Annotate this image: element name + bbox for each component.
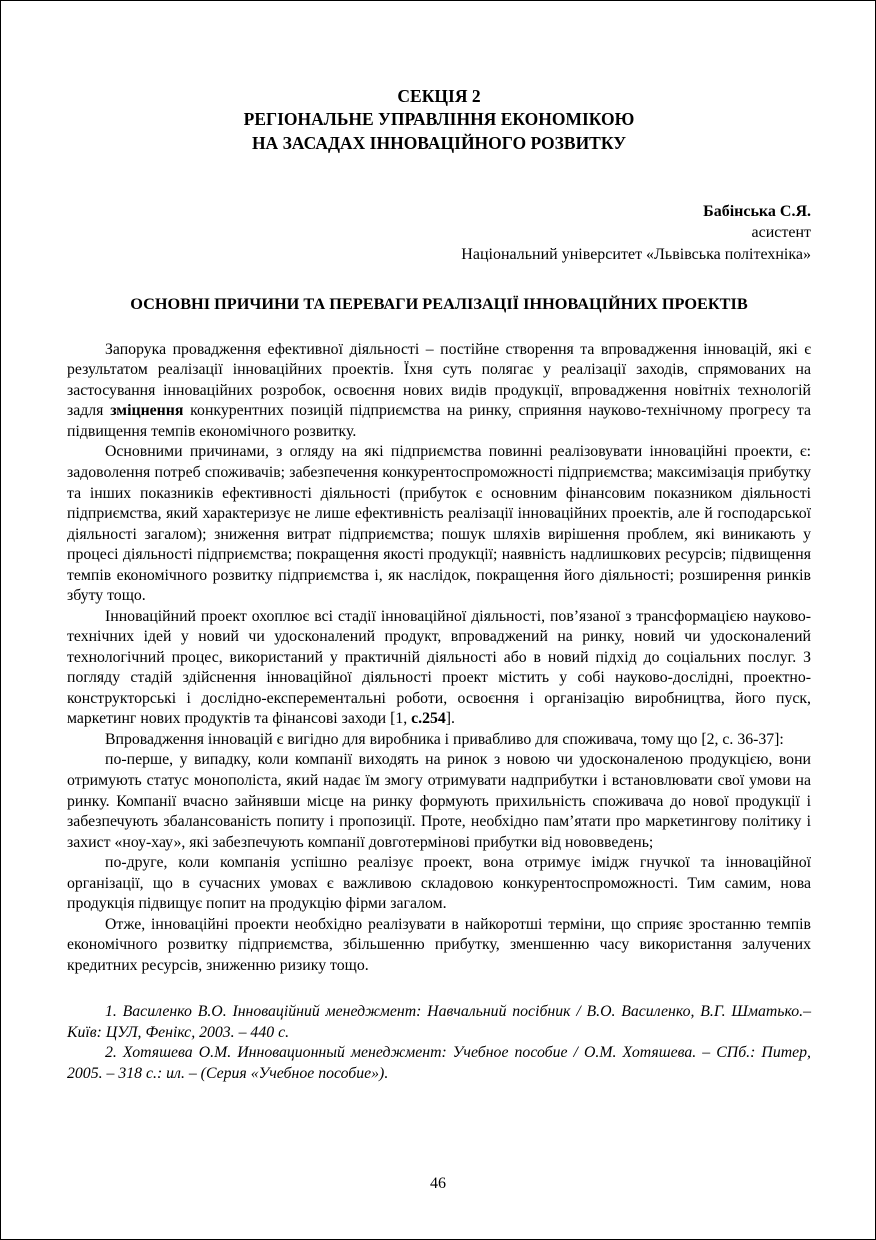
section-header-line-1: СЕКЦІЯ 2: [397, 86, 481, 106]
article-title: ОСНОВНІ ПРИЧИНИ ТА ПЕРЕВАГИ РЕАЛІЗАЦІЇ ІННОВАЦІЙНИХ ПРОЕКТІВ: [130, 293, 748, 313]
paragraph: [67, 750, 811, 853]
text-run: Отже, інноваційні проекти необхідно реалізувати в найкоротші терміни, що сприяє зростанню темпів економічного розвитку підприємства, збільшенню прибутку, зменшенню часу використання залучених кредитних ресурсів, зниженню ризику тощо.: [67, 915, 811, 974]
paragraph: [67, 915, 811, 977]
paragraph: [67, 442, 811, 606]
text-run: Основними причинами, з огляду на які підприємства повинні реалізовувати інноваційні проекти, є: задоволення потреб споживачів; забезпечення конкурентоспроможності підприємства; максимізація прибутку та інших показників ефективності діяльності (прибуток є основним фінансовим показником діяльності підприємства, який характеризує не лише ефективність реалізації інноваційних проектів, але й господарської діяльності загалом); зниження витрат підприємства; пошук шляхів вирішення проблем, які виникають у процесі діяльності підприємства; покращення якості продукції; наявність надлишкових ресурсів; підвищення темпів економічного розвитку підприємства і, як наслідок, покращення його діяльності; розширення ринків збуту тощо.: [67, 443, 811, 605]
section-header: [67, 85, 811, 155]
article-body: [67, 340, 811, 976]
text-run: ].: [445, 710, 456, 728]
reference-item: 2. Хотяшева О.М. Инновационный менеджмент: Учебное пособие / О.М. Хотяшева. – СПб.: Питер, 2005. – 318 с.: ил. – (Серия «Учебное пособие»).: [67, 1044, 811, 1082]
text-run: по-перше, у випадку, коли компанії виходять на ринок з новою чи удосконаленою продукцією, вони отримують статус монополіста, який надає їм змогу отримувати надприбутки і встановлювати свої умови на ринку. Компанії вчасно зайнявши місце на ринку формують прихильність споживача до нової продукції і забезпечують збалансованість попиту і пропозиції. Проте, необхідно пам’ятати про маркетингову політику і захист «ноу-хау», які забезпечують компанії довготермінові прибутки від нововведень;: [67, 751, 811, 851]
author-name: Бабінська С.Я.: [703, 203, 811, 221]
reference-item: 1. Василенко В.О. Інноваційний менеджмент: Навчальний посібник / В.О. Василенко, В.Г. Шматько.– Київ: ЦУЛ, Фенікс, 2003. – 440 с.: [67, 1003, 811, 1041]
text-run: Запорука провадження ефективної діяльності – постійне створення та впровадження інновацій, які є результатом реалізації інноваційних проектів. Їхня суть полягає у реалізації заходів, спрямованих на застосування інноваційних розробок, освоєння нових видів продукції, впровадження новітніх технологій задля: [67, 340, 811, 420]
section-header-line-3: НА ЗАСАДАХ ІННОВАЦІЙНОГО РОЗВИТКУ: [251, 132, 627, 153]
page-number: 46: [430, 1175, 446, 1192]
paragraph: [67, 730, 811, 751]
bold-text-run: зміцнення: [110, 402, 184, 420]
paragraph: [67, 607, 811, 730]
section-header-line-2: РЕГІОНАЛЬНЕ УПРАВЛІННЯ ЕКОНОМІКОЮ: [243, 109, 635, 130]
references: [67, 1002, 811, 1084]
author-position: асистент: [751, 224, 811, 242]
text-run: Інноваційний проект охоплює всі стадії інноваційної діяльності, пов’язаної з трансформацією науково-технічних ідей у новий чи удосконалений продукт, впроваджений на ринку, новий чи удосконалений технологічний процес, використаний у практичній діяльності або в новий підхід до соціальних послуг. З погляду стадій здійснення інноваційної діяльності проект містить у собі науково-дослідні, проектно-конструкторські і дослідно-експерементальні роботи, освоєння і організацію виробництва, його пуск, маркетинг нових продуктів та фінансові заходи [1,: [67, 607, 811, 728]
text-run: по-друге, коли компанія успішно реалізує проект, вона отримує імідж гнучкої та інноваційної організації, що в сучасних умовах є важливою складовою конкурентоспроможності. Тим самим, нова продукція підвищує попит на продукцію фірми загалом.: [67, 854, 811, 913]
paragraph: [67, 340, 811, 443]
text-run: Впровадження інновацій є вигідно для виробника і привабливо для споживача, тому що [2, с. 36-37]:: [105, 730, 784, 748]
bold-text-run: с.254: [411, 710, 446, 728]
text-run: конкурентних позицій підприємства на ринку, сприяння науково-технічному прогресу та підвищення темпів економічного розвитку.: [67, 402, 811, 440]
author-affiliation: Національний університет «Львівська політехніка»: [461, 245, 811, 263]
paragraph: [67, 853, 811, 915]
author-block: [67, 201, 811, 264]
